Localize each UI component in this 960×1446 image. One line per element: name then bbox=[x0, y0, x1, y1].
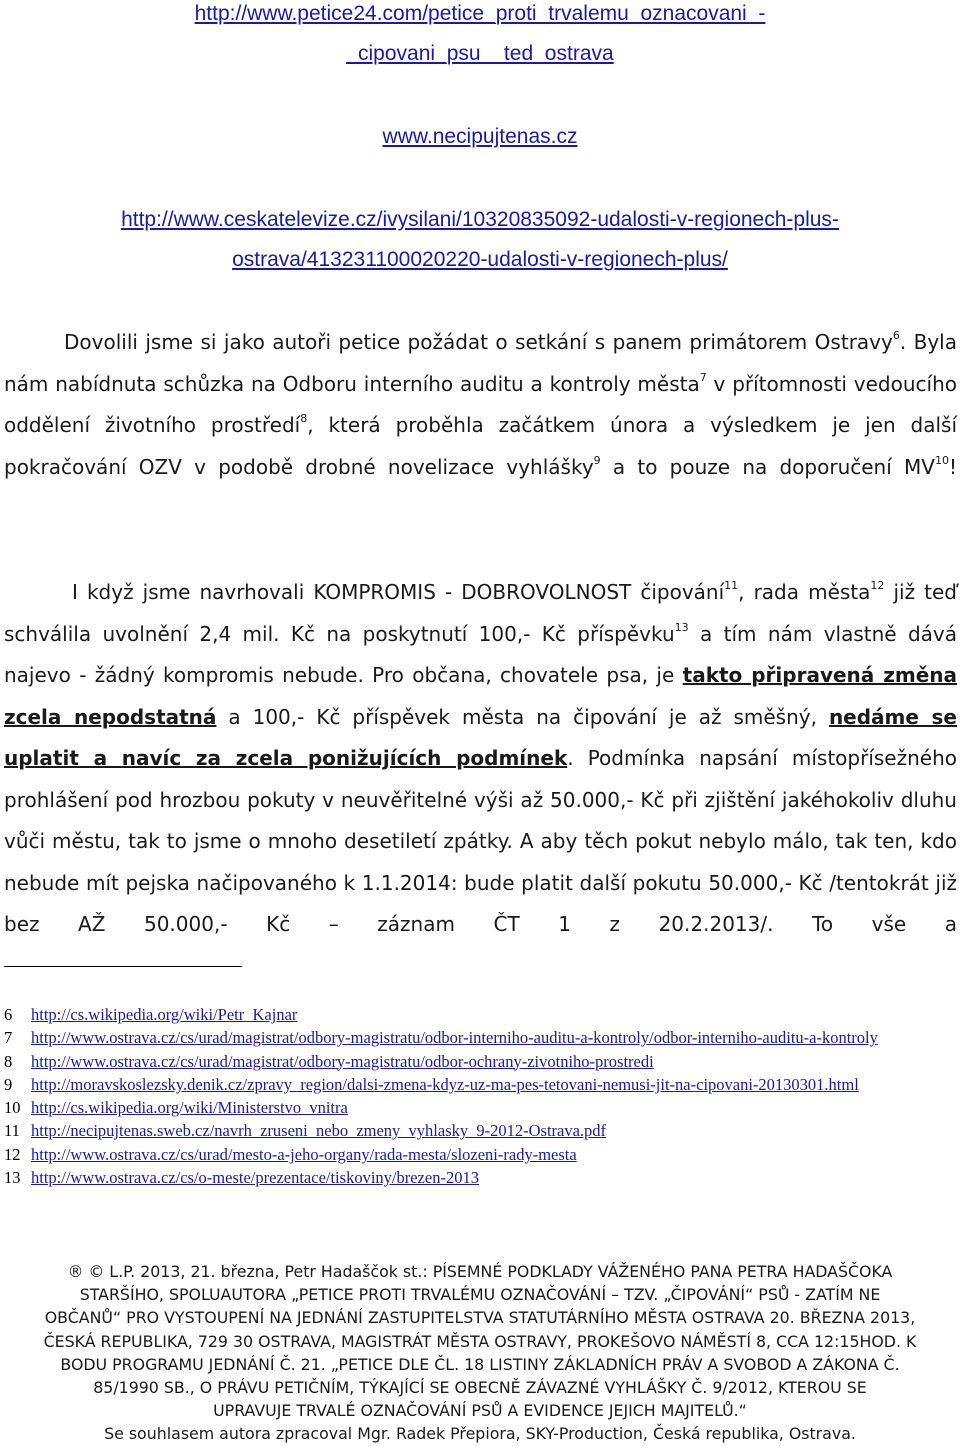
footnote-item bbox=[4, 1096, 954, 1119]
footer-line: UPRAVUJE TRVALÉ OZNAČOVÁNÍ PSŮ A EVIDENCE JEJICH MAJITELŮ.“ bbox=[213, 1401, 747, 1421]
paragraph-compromise bbox=[4, 572, 957, 946]
footnote-item bbox=[4, 1166, 954, 1189]
petice-link-line2[interactable]: _cipovani_psu__ted_ostrava bbox=[346, 42, 614, 65]
footnote-ref-8[interactable]: 8 bbox=[300, 412, 308, 426]
footnote-link[interactable]: http://www.ostrava.cz/cs/urad/magistrat/odbory-magistratu/odbor-interniho-auditu-a-kontroly/odbor-interniho-auditu-a-kontroly bbox=[31, 1028, 878, 1048]
footnote-number: 8 bbox=[4, 1051, 13, 1071]
footnote-link[interactable]: http://www.ostrava.cz/cs/urad/magistrat/odbory-magistratu/odbor-ochrany-zivotniho-prostredi bbox=[31, 1051, 654, 1071]
p1-text: v přítomnosti vedoucího oddělení životního prostředí bbox=[4, 371, 957, 437]
necipujtenas-link[interactable]: www.necipujtenas.cz bbox=[382, 125, 578, 148]
p2-text: , rada města bbox=[738, 580, 871, 604]
footnote-ref-10[interactable]: 10 bbox=[934, 453, 949, 467]
footnote-number: 7 bbox=[4, 1028, 13, 1048]
ceskatelevize-link-line1[interactable]: http://www.ceskatelevize.cz/ivysilani/10320835092-udalosti-v-regionech-plus- bbox=[121, 208, 839, 231]
footnote-item bbox=[4, 1003, 954, 1026]
emphasis-underlined: nedáme se uplatit a navíc za zcela ponižujících podmínek bbox=[4, 704, 957, 770]
footer-line: ® © L.P. 2013, 21. března, Petr Hadaščok st.: PÍSEMNÉ PODKLADY VÁŽENÉHO PANA PETRA HADAŠČOKA bbox=[67, 1262, 893, 1281]
p2-text: a 100,- Kč příspěvek města na čipování je až směšný, bbox=[216, 704, 829, 729]
p1-text: Dovolili jsme si jako autoři petice požádat o setkání s panem primátorem Ostravy bbox=[64, 330, 893, 354]
footnote-separator bbox=[4, 966, 242, 967]
footnote-ref-7[interactable]: 7 bbox=[699, 370, 707, 384]
footnotes bbox=[4, 1003, 954, 1189]
footer-line: Se souhlasem autora zpracoval Mgr. Radek Přepiora, SKY-Production, Česká republika, Ostrava. bbox=[104, 1424, 856, 1444]
footnote-ref-11[interactable]: 11 bbox=[724, 579, 739, 593]
footnote-number: 12 bbox=[4, 1144, 21, 1164]
footnote-number: 9 bbox=[4, 1074, 13, 1094]
p2-text: I když jsme navrhovali KOMPROMIS - DOBROVOLNOST čipování bbox=[72, 580, 725, 604]
paragraph-meeting bbox=[4, 322, 957, 488]
footer-line: OBČANŮ“ PRO VYSTOUPENÍ NA JEDNÁNÍ ZASTUPITELSTVA STATUTÁRNÍHO MĚSTA OSTRAVA 20. BŘEZNA 2013, bbox=[44, 1308, 916, 1328]
footnote-item bbox=[4, 1026, 954, 1049]
footnote-item bbox=[4, 1050, 954, 1073]
footnote-number: 11 bbox=[4, 1121, 20, 1141]
footer bbox=[0, 1260, 960, 1446]
emphasis-underlined: takto připravená změna zcela nepodstatná bbox=[4, 663, 957, 729]
footer-line: ČESKÁ REPUBLIKA, 729 30 OSTRAVA, MAGISTRÁT MĚSTA OSTRAVY, PROKEŠOVO NÁMĚSTÍ 8, CCA 12:15HOD. K bbox=[43, 1331, 917, 1351]
footnote-link[interactable]: http://www.ostrava.cz/cs/urad/mesto-a-jeho-organy/rada-mesta/slozeni-rady-mesta bbox=[31, 1144, 577, 1164]
footer-line: STARŠÍHO, SPOLUAUTORA „PETICE PROTI TRVALÉMU OZNAČOVÁNÍ – TZV. „ČIPOVÁNÍ“ PSŮ - ZATÍM NE bbox=[79, 1285, 881, 1305]
p2-text: a tím nám vlastně dává najevo - žádný kompromis nebude. Pro občana, chovatele psa, je bbox=[4, 621, 957, 687]
footnote-link[interactable]: http://necipujtenas.sweb.cz/navrh_zruseni_nebo_zmeny_vyhlasky_9-2012-Ostrava.pdf bbox=[31, 1121, 607, 1141]
footer-line: BODU PROGRAMU JEDNÁNÍ Č. 21. „PETICE DLE ČL. 18 LISTINY ZÁKLADNÍCH PRÁV A SVOBOD A ZÁKONA Č. bbox=[60, 1354, 900, 1374]
footnote-link[interactable]: http://moravskoslezsky.denik.cz/zpravy_region/dalsi-zmena-kdyz-uz-ma-pes-tetovani-nemusi-jit-na-cipovani-20130301.html bbox=[31, 1074, 859, 1094]
petice-link-line1[interactable]: http://www.petice24.com/petice_proti_trvalemu_oznacovani_- bbox=[194, 2, 766, 25]
p1-text: . Byla nám nabídnuta schůzka na Odboru interního auditu a kontroly města bbox=[4, 330, 957, 396]
p2-text: již teď schválila uvolnění 2,4 mil. Kč na poskytnutí 100,- Kč příspěvku bbox=[4, 580, 957, 646]
footnote-link[interactable]: http://cs.wikipedia.org/wiki/Petr_Kajnar bbox=[31, 1005, 298, 1024]
p2-text: . Podmínka napsání místopřísežného prohlášení pod hrozbou pokuty v neuvěřitelné výši až 50.000,- Kč při zjištění jakéhokoliv dluhu vůči městu, tak to jsme o mnoho desetiletí zpátky. A aby těch pokut nebylo málo, tak ten, kdo nebude mít pejska načipovaného k 1.1.2014: bude platit další pokutu 50.000,- Kč /tentokrát již bez AŽ 50.000,- Kč – záznam ČT 1 z 20.2.2013/. To vše a bbox=[4, 746, 957, 936]
footnote-item bbox=[4, 1119, 954, 1142]
footnote-link[interactable]: http://www.ostrava.cz/cs/o-meste/prezentace/tiskoviny/brezen-2013 bbox=[31, 1168, 479, 1188]
p1-text: ! bbox=[948, 454, 957, 479]
footer-line: 85/1990 SB., O PRÁVU PETIČNÍM, TÝKAJÍCÍ SE OBECNĚ ZÁVAZNÉ VYHLÁŠKY Č. 9/2012, KTEROU SE bbox=[93, 1378, 867, 1398]
footnote-number: 13 bbox=[4, 1168, 21, 1188]
footnote-ref-9[interactable]: 9 bbox=[593, 453, 601, 467]
p1-text: a to pouze na doporučení MV bbox=[600, 454, 935, 479]
footnote-ref-12[interactable]: 12 bbox=[870, 579, 885, 593]
footnote-ref-13[interactable]: 13 bbox=[674, 620, 689, 634]
ceskatelevize-link-line2[interactable]: ostrava/413231100020220-udalosti-v-regionech-plus/ bbox=[232, 248, 728, 271]
footnote-item bbox=[4, 1143, 954, 1166]
footnote-item bbox=[4, 1073, 954, 1096]
footnote-number: 10 bbox=[4, 1098, 21, 1118]
footnote-number: 6 bbox=[4, 1005, 13, 1024]
p1-text: , která proběhla začátkem února a výsledkem je jen další pokračování OZV v podobě drobné novelizace vyhlášky bbox=[4, 413, 958, 479]
footnote-ref-6[interactable]: 6 bbox=[892, 329, 900, 343]
footnote-link[interactable]: http://cs.wikipedia.org/wiki/Ministerstvo_vnitra bbox=[31, 1098, 348, 1118]
